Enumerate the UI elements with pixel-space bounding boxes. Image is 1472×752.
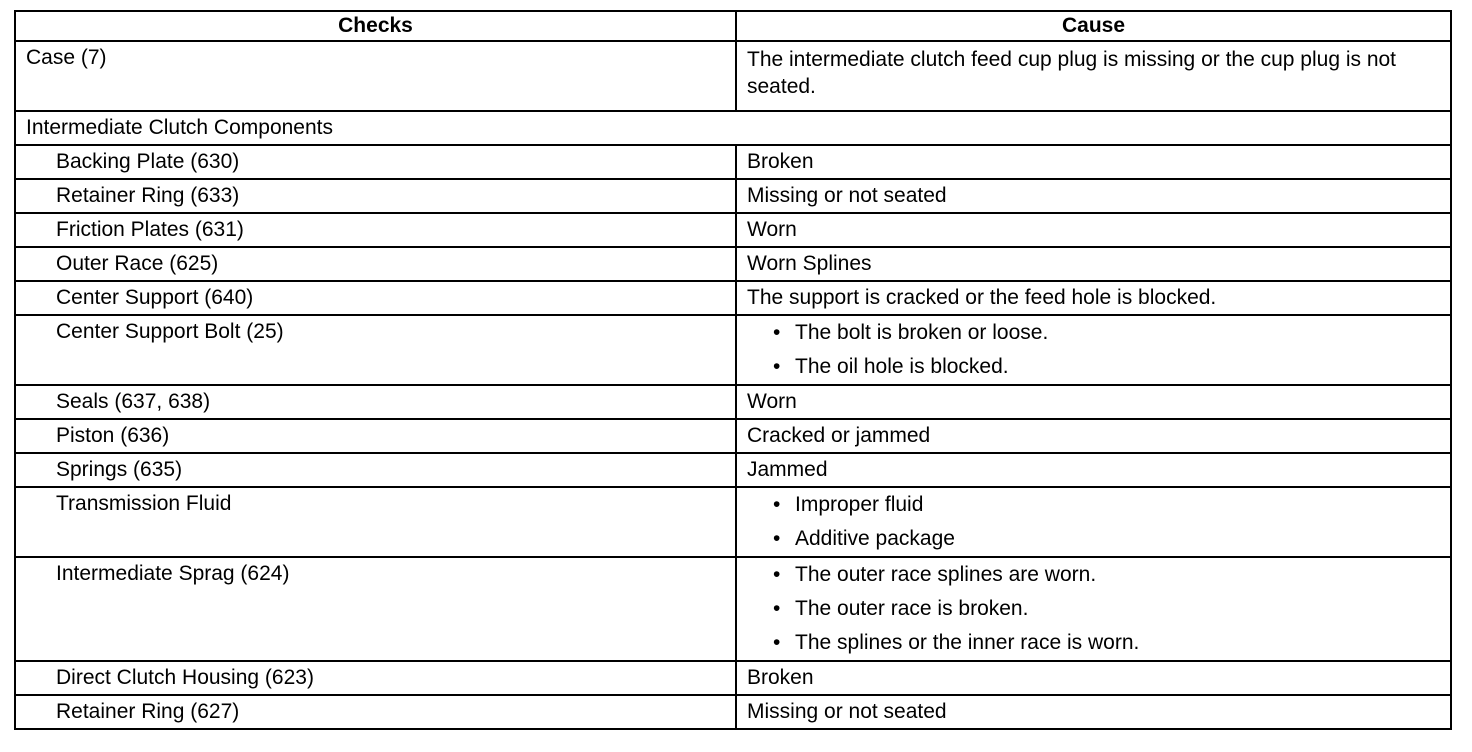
table-row [15, 315, 1451, 385]
check-cell: Backing Plate (630) [15, 145, 736, 179]
table-row [15, 281, 1451, 315]
table-row [15, 247, 1451, 281]
cause-cell: Missing or not seated [736, 695, 1451, 729]
cause-bullet: • Additive package [769, 522, 1440, 556]
table-row-case [15, 41, 1451, 111]
checks-column-header: Checks [15, 11, 736, 41]
table-row [15, 557, 1451, 661]
check-cell: Seals (637, 638) [15, 385, 736, 419]
cause-cell: The support is cracked or the feed hole is blocked. [736, 281, 1451, 315]
cause-bullet-list [747, 488, 1440, 556]
cause-bullet: • The outer race is broken. [769, 592, 1440, 626]
cause-cell: Broken [736, 145, 1451, 179]
table-row [15, 487, 1451, 557]
cause-cell [736, 557, 1451, 661]
cause-cell: Worn [736, 385, 1451, 419]
check-cell: Retainer Ring (633) [15, 179, 736, 213]
cause-column-header: Cause [736, 11, 1451, 41]
group-title-cell: Intermediate Clutch Components [15, 111, 1451, 145]
check-cell: Retainer Ring (627) [15, 695, 736, 729]
cause-cell: Cracked or jammed [736, 419, 1451, 453]
check-cell: Springs (635) [15, 453, 736, 487]
cause-cell: Worn [736, 213, 1451, 247]
cause-cell: Worn Splines [736, 247, 1451, 281]
check-cell: Case (7) [15, 41, 736, 111]
cause-bullet: • Improper fluid [769, 488, 1440, 522]
table-row [15, 385, 1451, 419]
table-header-row [15, 11, 1451, 41]
check-cell: Transmission Fluid [15, 487, 736, 557]
table-row [15, 145, 1451, 179]
table-row [15, 453, 1451, 487]
cause-bullet: • The bolt is broken or loose. [769, 316, 1440, 350]
check-cell: Outer Race (625) [15, 247, 736, 281]
check-cell: Piston (636) [15, 419, 736, 453]
table-row [15, 419, 1451, 453]
check-cell: Direct Clutch Housing (623) [15, 661, 736, 695]
check-cell: Center Support (640) [15, 281, 736, 315]
cause-bullet: • The oil hole is blocked. [769, 350, 1440, 384]
cause-bullet-list [747, 316, 1440, 384]
table-row [15, 661, 1451, 695]
diagnosis-table [14, 10, 1452, 730]
table-row [15, 179, 1451, 213]
cause-cell [736, 487, 1451, 557]
cause-cell: Missing or not seated [736, 179, 1451, 213]
check-cell: Center Support Bolt (25) [15, 315, 736, 385]
table-row-group-title [15, 111, 1451, 145]
cause-bullet-list [747, 558, 1440, 660]
cause-cell: Jammed [736, 453, 1451, 487]
cause-cell [736, 315, 1451, 385]
table-row [15, 695, 1451, 729]
cause-cell: The intermediate clutch feed cup plug is missing or the cup plug is not seated. [736, 41, 1451, 111]
cause-bullet: • The splines or the inner race is worn. [769, 626, 1440, 660]
check-cell: Friction Plates (631) [15, 213, 736, 247]
cause-cell: Broken [736, 661, 1451, 695]
cause-bullet: • The outer race splines are worn. [769, 558, 1440, 592]
check-cell: Intermediate Sprag (624) [15, 557, 736, 661]
table-row [15, 213, 1451, 247]
